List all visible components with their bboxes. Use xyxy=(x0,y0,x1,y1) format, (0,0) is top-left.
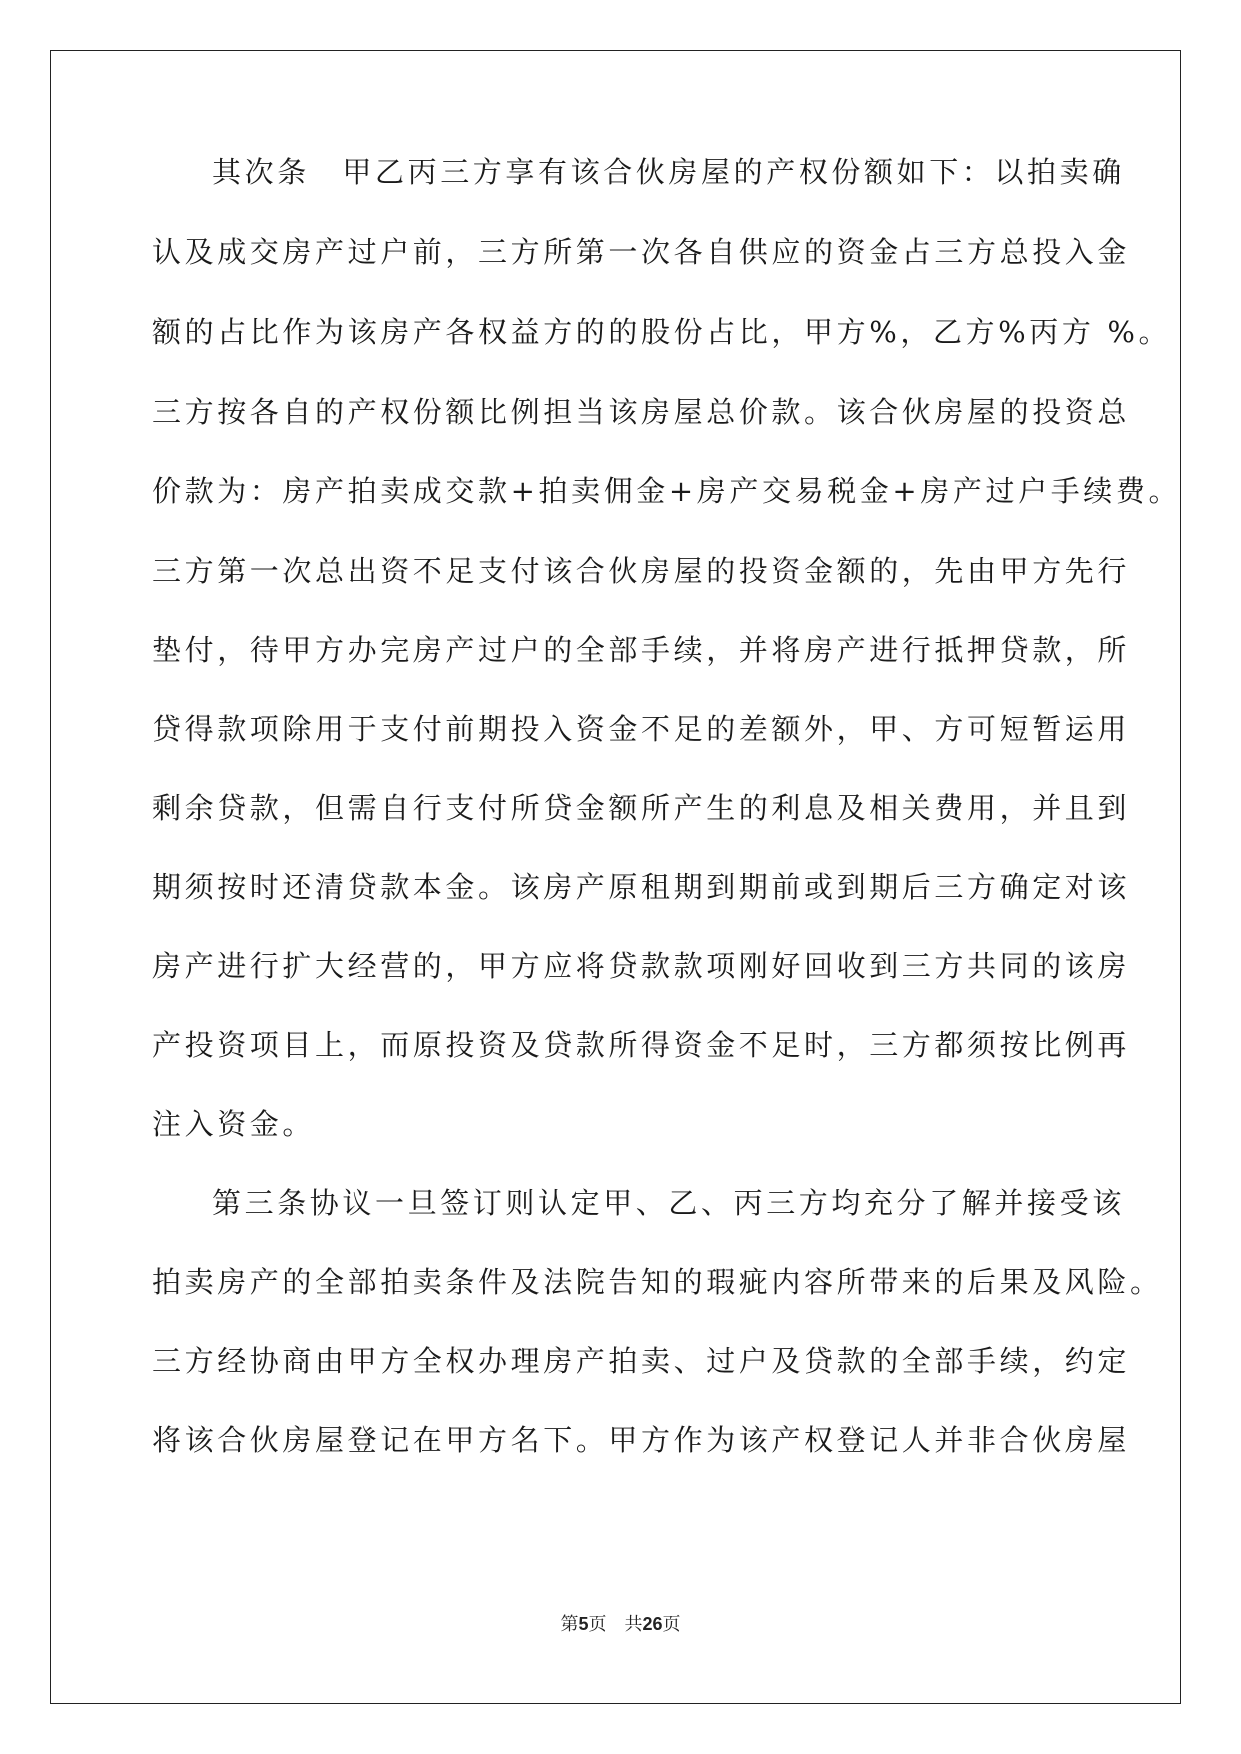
paragraph-line: 剩余贷款，但需自行支付所贷金额所产生的利息及相关费用，并且到 xyxy=(152,791,1131,825)
paragraph-line: 三方按各自的产权份额比例担当该房屋总价款。该合伙房屋的投资总 xyxy=(152,395,1131,429)
paragraph-line: 其次条 甲乙丙三方享有该合伙房屋的产权份额如下：以拍卖确 xyxy=(212,155,1125,189)
total-page-count: 26 xyxy=(642,1614,663,1634)
paragraph-line: 注入资金。 xyxy=(152,1107,316,1141)
paragraph-line: 额的占比作为该房产各权益方的的股份占比，甲方%，乙方%丙方 %。 xyxy=(152,315,1172,349)
paragraph-line: 三方经协商由甲方全权办理房产拍卖、过户及贷款的全部手续，约定 xyxy=(152,1344,1131,1378)
paragraph-line: 贷得款项除用于支付前期投入资金不足的差额外，甲、方可短暂运用 xyxy=(152,712,1131,746)
paragraph-line: 产投资项目上，而原投资及贷款所得资金不足时，三方都须按比例再 xyxy=(152,1028,1131,1062)
paragraph-line: 拍卖房产的全部拍卖条件及法院告知的瑕疵内容所带来的后果及风险。 xyxy=(152,1265,1163,1299)
paragraph-line: 垫付，待甲方办完房产过户的全部手续，并将房产进行抵押贷款，所 xyxy=(152,633,1131,667)
footer-total-prefix: 共 xyxy=(624,1614,643,1635)
paragraph-line: 房产进行扩大经营的，甲方应将贷款款项刚好回收到三方共同的该房 xyxy=(152,949,1131,983)
footer-prefix: 第 xyxy=(560,1614,579,1635)
paragraph-line: 将该合伙房屋登记在甲方名下。甲方作为该产权登记人并非合伙房屋 xyxy=(152,1423,1131,1457)
paragraph-line: 期须按时还清贷款本金。该房产原租期到期前或到期后三方确定对该 xyxy=(152,870,1131,904)
current-page-number: 5 xyxy=(578,1614,589,1634)
paragraph-line: 认及成交房产过户前，三方所第一次各自供应的资金占三方总投入金 xyxy=(152,235,1131,269)
footer-total-suffix: 页 xyxy=(662,1614,681,1635)
page-footer xyxy=(0,1612,1241,1637)
footer-page-suffix: 页 xyxy=(588,1614,607,1635)
paragraph-line: 三方第一次总出资不足支付该合伙房屋的投资金额的，先由甲方先行 xyxy=(152,554,1131,588)
paragraph-line: 价款为：房产拍卖成交款+拍卖佣金+房产交易税金+房产过户手续费。 xyxy=(152,474,1182,508)
paragraph-line: 第三条协议一旦签订则认定甲、乙、丙三方均充分了解并接受该 xyxy=(212,1186,1125,1220)
